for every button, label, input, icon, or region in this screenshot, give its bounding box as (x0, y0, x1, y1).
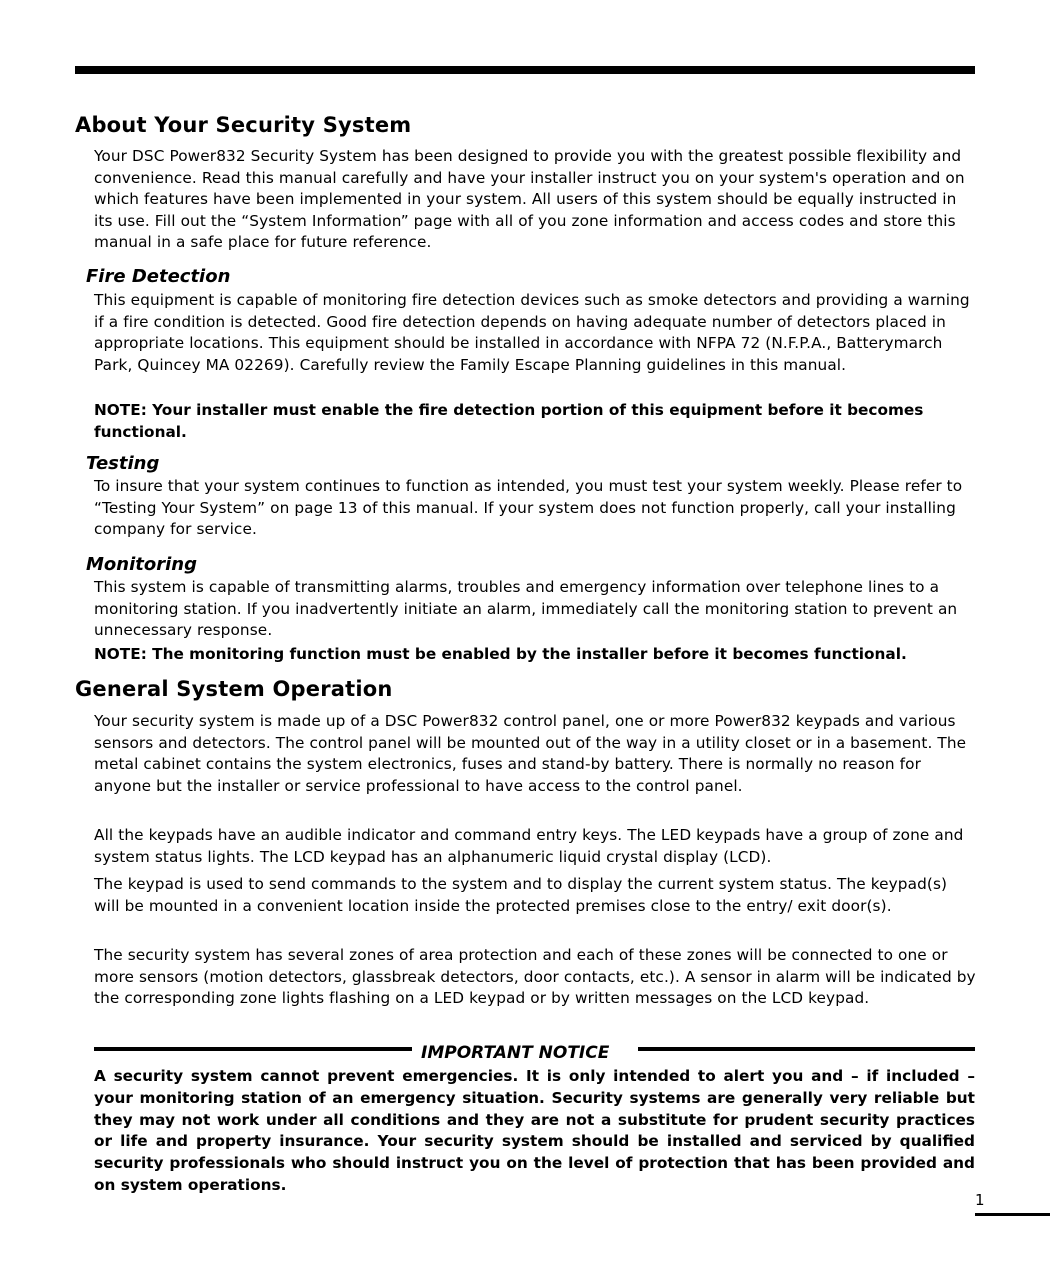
about-heading: About Your Security System (75, 113, 412, 137)
top-rule (75, 66, 975, 74)
notice-rule-left (94, 1047, 412, 1051)
general-paragraph: All the keypads have an audible indicator and command entry keys. The LED keypads have a group of zone and system status lights. The LCD keypad has an alphanumeric liquid crystal display (LCD). (94, 826, 964, 866)
general-paragraph: The keypad is used to send commands to the system and to display the current system status. The keypad(s) will be mounted in a convenient location inside the protected premises close to the entry/ exit door(s). (94, 875, 948, 915)
important-notice-title: IMPORTANT NOTICE (421, 1043, 610, 1063)
about-body: Your DSC Power832 Security System has been designed to provide you with the greatest possible flexibility and convenience. Read this manual carefully and have your installer instruct you on your system's operation and on which features have been implemented in your system. All users of this system should be equally instructed in its use. Fill out the “System Information” page with all of you zone information and access codes and store this manual in a safe place for future reference. (94, 147, 965, 252)
notice-rule-right (638, 1047, 975, 1051)
fire-detection-heading: Fire Detection (86, 266, 231, 287)
monitoring-note: NOTE: The monitoring function must be enabled by the installer before it becomes functional. (94, 645, 907, 663)
general-paragraph: The security system has several zones of area protection and each of these zones will be connected to one or more sensors (motion detectors, glassbreak detectors, door contacts, etc.). A sensor in alarm will be indicated by the corresponding zone lights flashing on a LED keypad or by written messages on the LCD keypad. (94, 946, 976, 1008)
fire-detection-note: NOTE: Your installer must enable the fire detection portion of this equipment before it becomes functional. (94, 401, 924, 441)
fire-detection-body: This equipment is capable of monitoring fire detection devices such as smoke detectors and providing a warning if a fire condition is detected. Good fire detection depends on having adequate number of detectors placed in appropriate locations. This equipment should be installed in accordance with NFPA 72 (N.F.P.A., Batterymarch Park, Quincey MA 02269). Carefully review the Family Escape Planning guidelines in this manual. (94, 291, 970, 374)
testing-body: To insure that your system continues to function as intended, you must test your system weekly. Please refer to “Testing Your System” on page 13 of this manual. If your system does not function properly, call your installing company for service. (94, 477, 963, 539)
monitoring-body: This system is capable of transmitting alarms, troubles and emergency information over telephone lines to a monitoring station. If you inadvertently initiate an alarm, immediately call the monitoring station to prevent an unnecessary response. (94, 578, 958, 640)
important-notice-body: A security system cannot prevent emergencies. It is only intended to alert you and – if included – your monitoring station of an emergency situation. Security systems are generally very reliable but they may not work under all conditions and they are not a substitute for prudent security practices or life and property insurance. Your security system should be installed and serviced by qualified security professionals who should instruct you on the level of protection that has been provided and on system operations. (94, 1067, 975, 1194)
monitoring-heading: Monitoring (86, 554, 197, 575)
general-operation-heading: General System Operation (75, 677, 393, 701)
page-number-rule (975, 1213, 1050, 1216)
general-paragraph: Your security system is made up of a DSC Power832 control panel, one or more Power832 keypads and various sensors and detectors. The control panel will be mounted out of the way in a utility closet or in a basement. The metal cabinet contains the system electronics, fuses and stand-by battery. There is normally no reason for anyone but the installer or service professional to have access to the control panel. (94, 712, 967, 795)
testing-heading: Testing (86, 453, 160, 474)
page-number: 1 (975, 1191, 985, 1209)
